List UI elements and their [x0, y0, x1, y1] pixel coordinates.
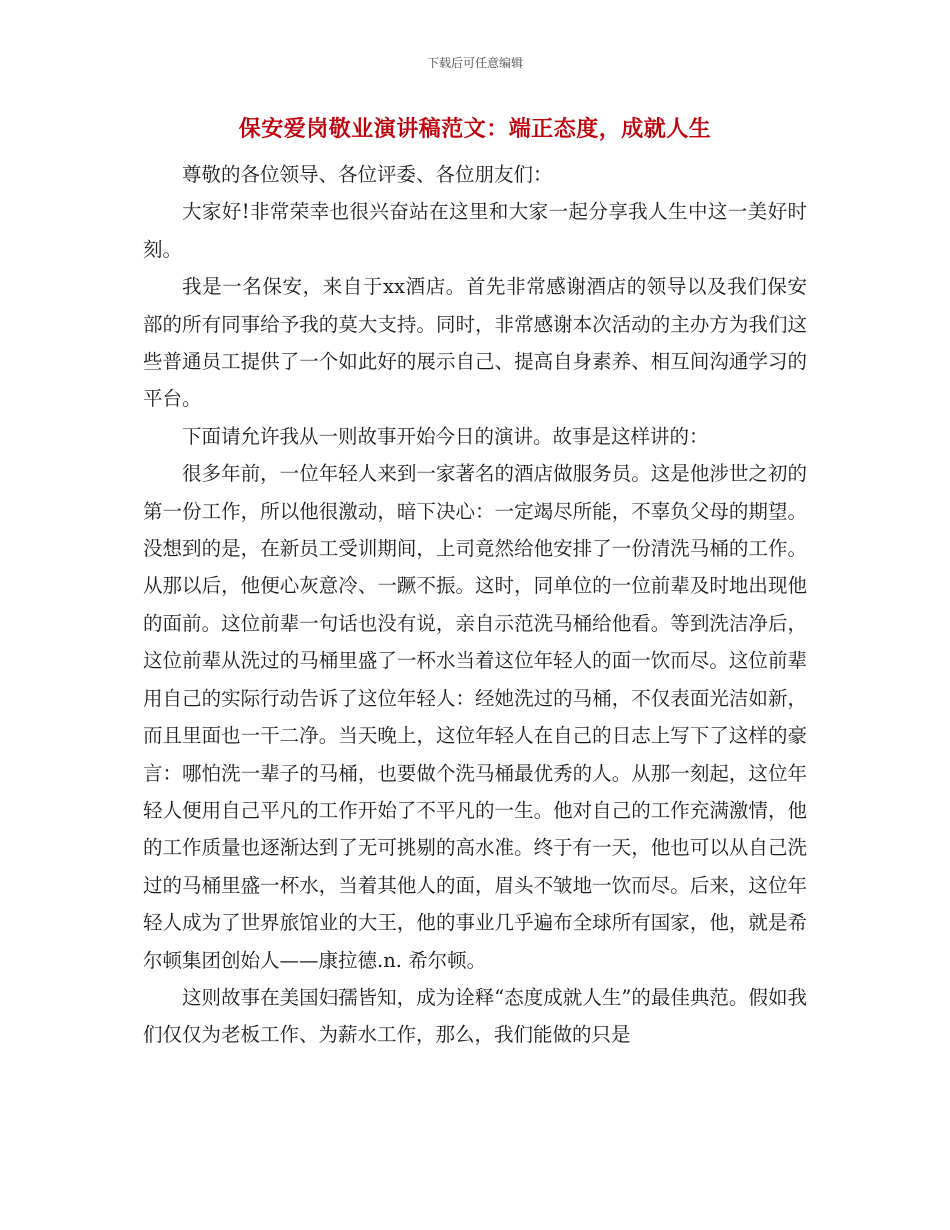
paragraph-salutation: 尊敬的各位领导、各位评委、各位朋友们：	[182, 163, 553, 186]
paragraph-story-intro: 下面请允许我从一则故事开始今日的演讲。故事是这样讲的：	[182, 424, 709, 448]
paragraph-story: 很多年前，一位年轻人来到一家著名的酒店做服务员。这是他涉世之初的第一份工作，所以他很激动，暗下决心：一定竭尽所能，不辜负父母的期望。没想到的是，在新员工受训期间，上司竟然给他安排了一份清洗马桶的工作。从那以后，他便心灰意冷、一蹶不振。这时，同单位的一位前辈及时地出现他的面前。这位前辈一句话也没有说，亲自示范洗马桶给他看。等到洗洁净后，这位前辈从洗过的马桶里盛了一杯水当着这位年轻人的面一饮而尽。这位前辈用自己的实际行动告诉了这位年轻人：经她洗过的马桶，不仅表面光洁如新，而且里面也一干二净。当天晚上，这位年轻人在自己的日志上写下了这样的豪言：哪怕洗一辈子的马桶，也要做个洗马桶最优秀的人。从那一刻起，这位年轻人便用自己平凡的工作开始了不平凡的一生。他对自己的工作充满激情，他的工作质量也逐渐达到了无可挑剔的高水准。终于有一天，他也可以从自己洗过的马桶里盛一杯水，当着其他人的面，眉头不皱地一饮而尽。后来，这位年轻人成为了世界旅馆业的大王，他的事业几乎遍布全球所有国家，他，就是希尔顿集团创始人——康拉德.n. 希尔顿。	[143, 462, 807, 972]
header-note: 下载后可任意编辑	[426, 56, 523, 70]
document-title: 保安爱岗敬业演讲稿范文：端正态度，成就人生	[238, 117, 712, 142]
paragraph-introduction: 我是一名保安，来自于xx酒店。首先非常感谢酒店的领导以及我们保安部的所有同事给予我的莫大支持。同时，非常感谢本次活动的主办方为我们这些普通员工提供了一个如此好的展示自己、提高自身素养、相互间沟通学习的平台。	[143, 275, 807, 411]
document-body	[143, 156, 807, 1054]
paragraph-greeting: 大家好!非常荣幸也很兴奋站在这里和大家一起分享我人生中这一美好时刻。	[143, 200, 807, 261]
paragraph-conclusion: 这则故事在美国妇孺皆知，成为诠释“态度成就人生”的最佳典范。假如我们仅仅为老板工作、为薪水工作，那么，我们能做的只是	[143, 985, 807, 1047]
